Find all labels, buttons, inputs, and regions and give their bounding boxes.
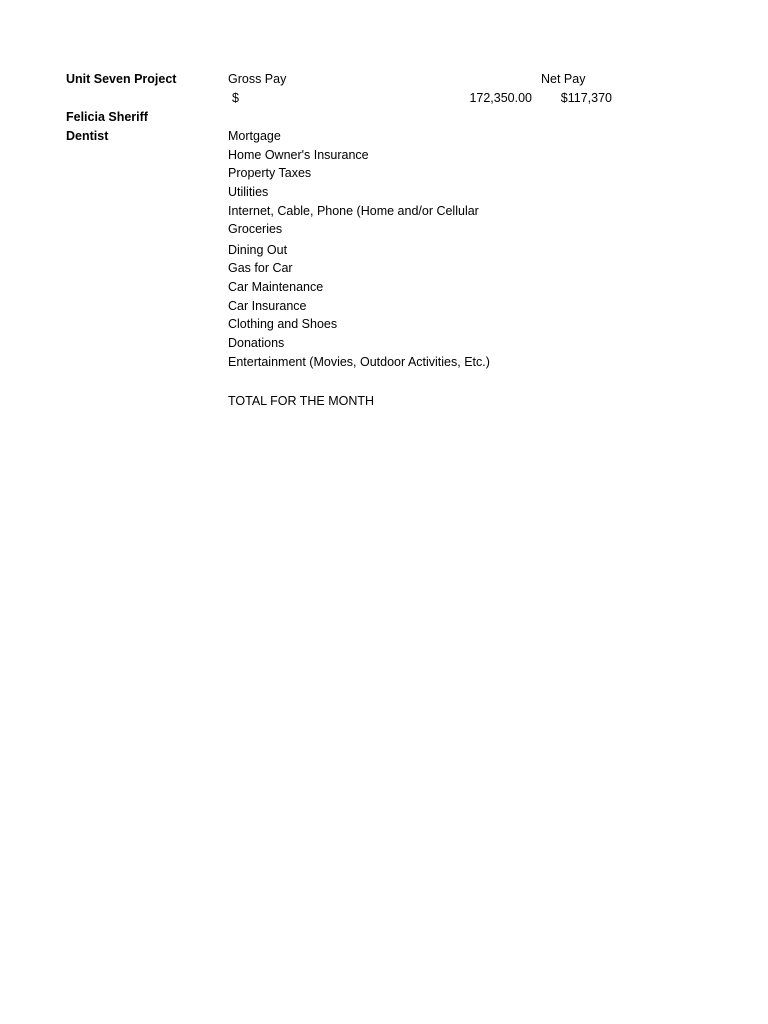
expense-item-home-insurance: Home Owner's Insurance — [228, 148, 369, 162]
expense-item-internet-cable-phone: Internet, Cable, Phone (Home and/or Cellular — [228, 204, 479, 218]
net-pay-value: $117,370 — [560, 91, 612, 105]
expense-item-utilities: Utilities — [228, 185, 269, 199]
total-label: TOTAL FOR THE MONTH — [228, 394, 375, 408]
person-name: Felicia Sheriff — [66, 110, 148, 124]
project-title: Unit Seven Project — [66, 72, 177, 86]
gross-pay-label: Gross Pay — [228, 72, 287, 86]
expense-item-dining-out: Dining Out — [228, 243, 288, 257]
expense-item-entertainment: Entertainment (Movies, Outdoor Activities, Etc.) — [228, 355, 490, 369]
expense-item-mortgage: Mortgage — [228, 129, 281, 143]
expense-item-donations: Donations — [228, 336, 285, 350]
expense-item-property-taxes: Property Taxes — [228, 166, 312, 180]
expense-item-groceries: Groceries — [228, 222, 283, 236]
expense-item-clothing: Clothing and Shoes — [228, 317, 338, 331]
person-occupation: Dentist — [66, 129, 109, 143]
currency-symbol: $ — [232, 91, 239, 105]
expense-item-car-maintenance: Car Maintenance — [228, 280, 324, 294]
gross-pay-value: 172,350.00 — [469, 91, 532, 105]
expense-item-gas: Gas for Car — [228, 261, 293, 275]
expense-item-car-insurance: Car Insurance — [228, 299, 307, 313]
net-pay-label: Net Pay — [541, 72, 586, 86]
